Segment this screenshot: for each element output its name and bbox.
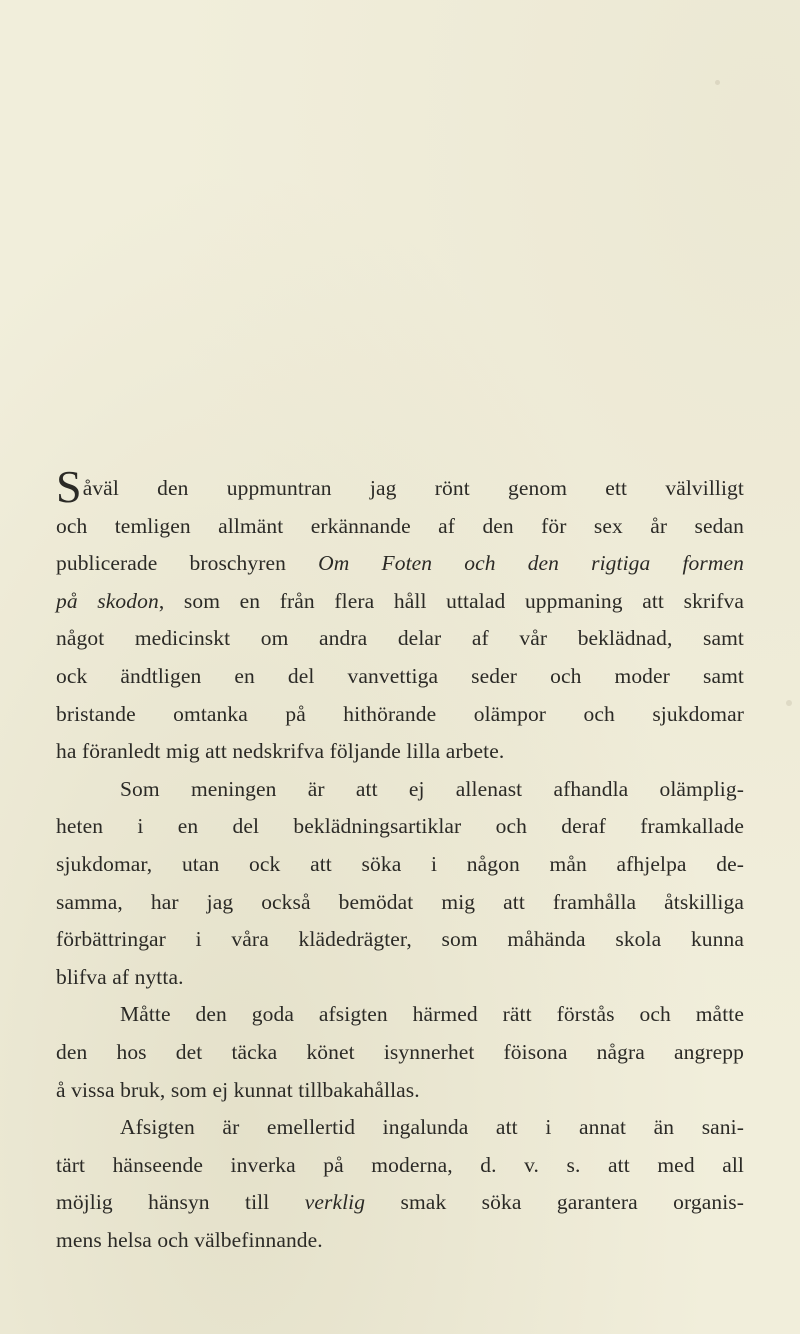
italic-word: verklig xyxy=(304,1190,366,1215)
paragraph-4 xyxy=(56,1109,744,1259)
paper-stain xyxy=(715,80,720,85)
line-text: publicerade broschyren xyxy=(56,551,319,576)
text-line: den hos det täcka könet isynnerhet föisona några angrepp xyxy=(56,1039,744,1064)
body-text xyxy=(56,461,745,1259)
text-line: Måtte den goda afsigten härmed rätt förstås och måtte xyxy=(120,1002,744,1027)
line-text: möjlig hänsyn till xyxy=(56,1190,305,1215)
paragraph-1 xyxy=(56,461,745,771)
paper-stain xyxy=(786,700,792,706)
text-line: tärt hänseende inverka på moderna, d. v. s. att med all xyxy=(56,1152,744,1177)
text-line xyxy=(56,461,744,512)
text-line: och temligen allmänt erkännande af den för sex år sedan xyxy=(56,513,744,538)
paragraph-3 xyxy=(56,996,744,1109)
text-line: mens helsa och välbefinnande. xyxy=(56,1227,323,1252)
text-line: Afsigten är emellertid ingalunda att i annat än sani- xyxy=(120,1115,744,1140)
drop-cap: S xyxy=(56,461,82,512)
text-line: ock ändtligen en del vanvettiga seder och moder samt xyxy=(56,663,744,688)
text-line xyxy=(56,583,744,621)
text-line: ha föranledt mig att nedskrifva följande lilla arbete. xyxy=(56,739,505,764)
text-line: något medicinskt om andra delar af vår beklädnad, samt xyxy=(56,626,744,651)
text-line: heten i en del beklädningsartiklar och deraf framkallade xyxy=(56,814,744,839)
paragraph-2 xyxy=(56,771,744,997)
text-line: Som meningen är att ej allenast afhandla olämplig- xyxy=(120,776,744,801)
line-text: smak söka garantera organis- xyxy=(365,1190,744,1215)
text-line: förbättringar i våra klädedrägter, som måhända skola kunna xyxy=(56,927,744,952)
text-line xyxy=(56,1184,744,1222)
text-line: sjukdomar, utan ock att söka i någon mån afhjelpa de- xyxy=(56,851,744,876)
text-line: bristande omtanka på hithörande olämpor och sjukdomar xyxy=(56,701,744,726)
text-line: å vissa bruk, som ej kunnat tillbakahållas. xyxy=(56,1077,420,1102)
book-title-italic: på skodon xyxy=(56,588,159,613)
text-line xyxy=(56,545,744,583)
text-line: samma, har jag också bemödat mig att framhålla åtskilliga xyxy=(56,889,744,914)
line-text: , som en från flera håll uttalad uppmaning att skrifva xyxy=(158,588,745,613)
book-title-italic: Om Foten och den rigtiga formen xyxy=(318,551,744,576)
line-text: åväl den uppmuntran jag rönt genom ett välvilligt xyxy=(82,476,744,500)
text-line: blifva af nytta. xyxy=(56,964,184,989)
